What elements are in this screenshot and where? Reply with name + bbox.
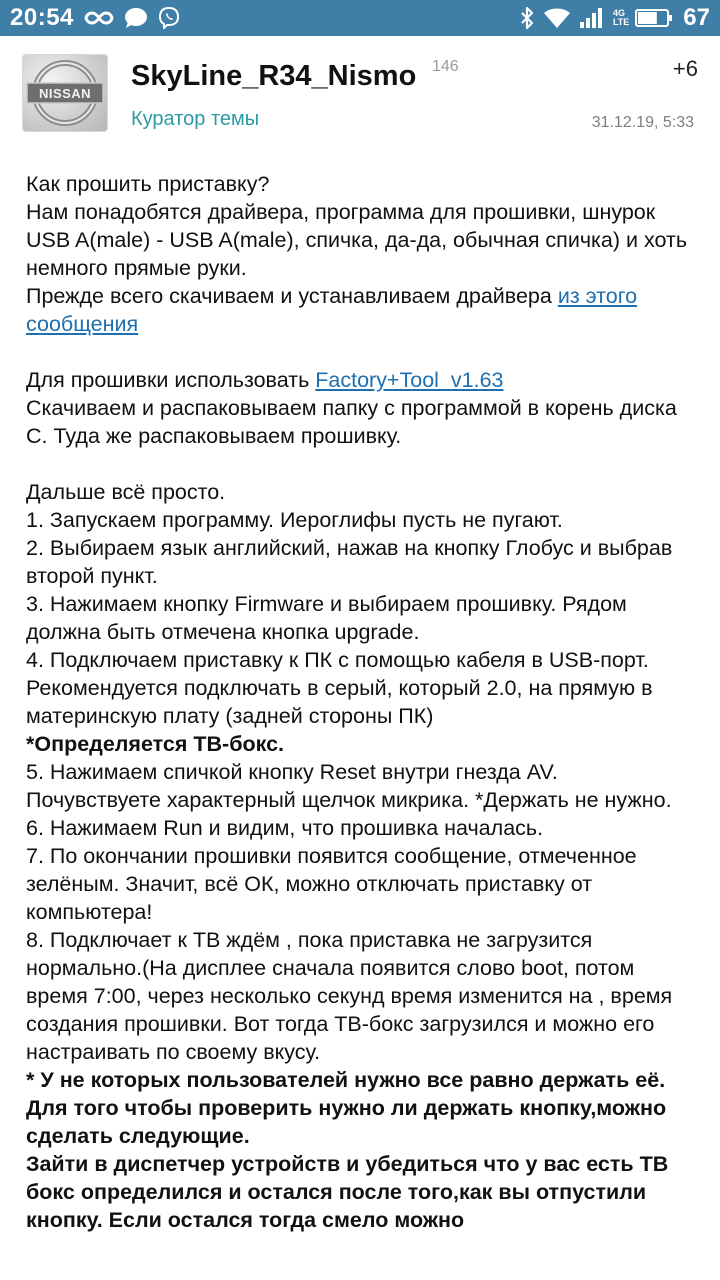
status-bar-right <box>519 0 710 36</box>
network-label: 4G <box>612 8 625 18</box>
post-body <box>26 170 698 1234</box>
factory-tool-link[interactable]: Factory+Tool_v1.63 <box>315 368 504 392</box>
tool-unpack: Скачиваем и распаковываем папку с программой в корень диска С. Туда же распаковываем прошивку. <box>26 396 677 448</box>
chat-bubble-icon <box>124 7 148 29</box>
note-2 <box>26 1150 698 1234</box>
infinity-icon <box>84 10 114 26</box>
status-bar-left <box>10 0 190 36</box>
author-name[interactable]: SkyLine_R34_Nismo <box>131 60 417 92</box>
bluetooth-icon <box>519 6 535 30</box>
status-time: 20:54 <box>10 4 74 31</box>
step-6: 6. Нажимаем Run и видим, что прошивка началась. <box>26 816 544 840</box>
plus-rating-button[interactable]: +6 <box>672 56 698 81</box>
avatar-text: NISSAN <box>38 86 92 101</box>
author-role: Куратор темы <box>131 108 260 130</box>
spacer <box>26 450 698 478</box>
note-1-bold: * У не которых пользователей нужно все равно держать её. Для того чтобы проверить нужно ли держать кнопку,можно сделать следующие. <box>26 1068 667 1148</box>
reputation-count[interactable]: 146 <box>432 58 459 75</box>
intro-drivers <box>26 282 698 338</box>
avatar[interactable] <box>22 54 108 132</box>
step-1: 1. Запускаем программу. Иероглифы пусть не пугают. <box>26 508 563 532</box>
drivers-text: Прежде всего скачиваем и устанавливаем драйвера <box>26 284 558 308</box>
intro-need: Нам понадобятся драйвера, программа для прошивки, шнурок USB A(male) - USB A(male), спичка, да-да, обычная спичка) и хоть немного прямые руки. <box>26 200 688 280</box>
step-4: 4. Подключаем приставку к ПК с помощью кабеля в USB-порт. Рекомендуется подключать в серый, который 2.0, на прямую в материнскую плату (задней стороны ПК) <box>26 648 653 728</box>
network-type <box>613 9 629 27</box>
step-4-note <box>26 730 698 758</box>
nissan-logo-icon <box>23 55 107 131</box>
note-1 <box>26 1066 698 1150</box>
network-sub-label: LTE <box>612 17 630 27</box>
battery-percent: 67 <box>683 4 710 31</box>
drivers-link[interactable]: из этого сообщения <box>26 284 638 336</box>
step-8: 8. Подключает к ТВ ждём , пока приставка не загрузится нормально.(На дисплее сначала появится слово boot, потом время 7:00, через несколько секунд время изменится на , время создания прошивки. Вот тогда ТВ-бокс загрузился и можно его настраивать по своему вкусу. <box>26 928 673 1064</box>
step-5: 5. Нажимаем спичкой кнопку Reset внутри гнезда AV. Почувствуете характерный щелчок микрика. *Держать не нужно. <box>26 760 672 812</box>
wifi-icon <box>543 7 571 29</box>
spacer <box>26 338 698 366</box>
post-date: 31.12.19, 5:33 <box>591 114 694 131</box>
steps-intro: Дальше всё просто. <box>26 480 226 504</box>
viber-icon <box>158 7 180 29</box>
step-2: 2. Выбираем язык английский, нажав на кнопку Глобус и выбрав второй пункт. <box>26 536 673 588</box>
step-4-bold: *Определяется ТВ-бокс. <box>26 732 285 756</box>
intro-question: Как прошить приставку? <box>26 172 270 196</box>
post-header <box>0 36 720 146</box>
tool-line <box>26 366 698 394</box>
signal-icon <box>579 7 605 29</box>
step-7: 7. По окончании прошивки появится сообщение, отмеченное зелёным. Значит, всё ОК, можно отключать приставку от компьютера! <box>26 844 637 924</box>
battery-icon <box>635 8 673 28</box>
step-3: 3. Нажимаем кнопку Firmware и выбираем прошивку. Рядом должна быть отмечена кнопка upgrade. <box>26 592 627 644</box>
tool-prefix: Для прошивки использовать <box>26 368 316 392</box>
note-2-bold: Зайти в диспетчер устройств и убедиться что у вас есть ТВ бокс определился и остался после того,как вы отпустили кнопку. Если остался тогда смело можно <box>26 1152 669 1232</box>
status-bar <box>0 0 720 36</box>
